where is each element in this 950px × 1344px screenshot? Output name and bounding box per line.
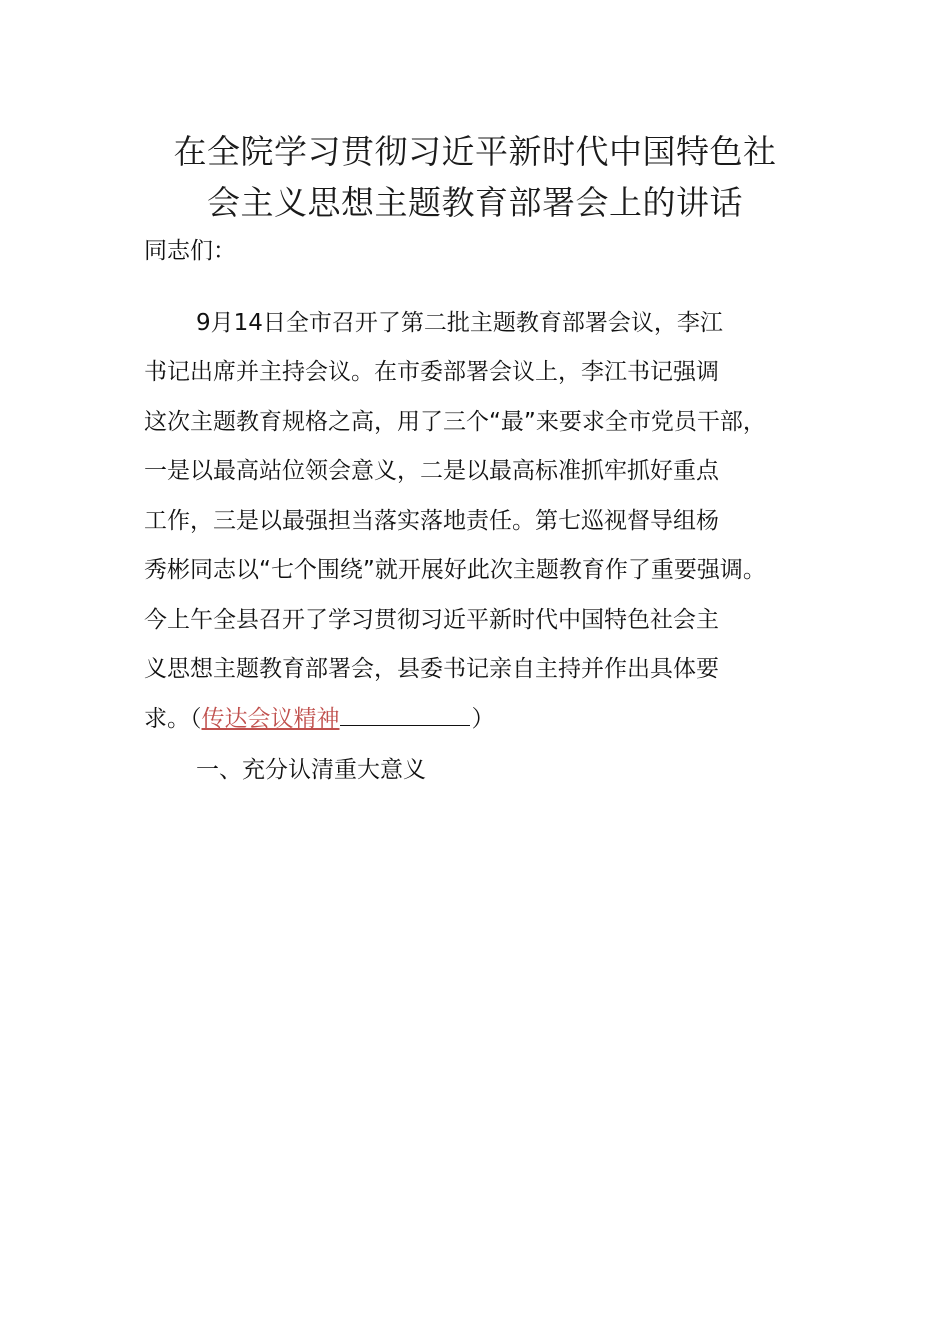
reference-link[interactable]: 传达会议精神 — [201, 706, 340, 732]
paragraph-line: 义思想主题教育部署会，县委书记亲自主持并作出具体要 — [144, 656, 719, 682]
paragraph-line: 秀彬同志以“七个围绕”就开展好此次主题教育作了重要强调。 — [144, 557, 766, 583]
paragraph-line: 这次主题教育规格之高，用了三个“最”来要求全市党员干部， — [144, 409, 766, 435]
paragraph-line: 一是以最高站位领会意义，二是以最高标准抓牢抓好重点 — [144, 458, 719, 484]
fill-in-blank[interactable] — [340, 703, 470, 726]
paren-close: ） — [471, 706, 495, 732]
paren-open: （ — [190, 706, 202, 732]
paragraph-last-line — [144, 703, 495, 735]
document-title-line-1: 在全院学习贯彻习近平新时代中国特色社 — [173, 132, 777, 171]
paragraph-line: 今上午全县召开了学习贯彻习近平新时代中国特色社会主 — [144, 607, 719, 633]
paragraph-line: 工作，三是以最强担当落实落地责任。第七巡视督导组杨 — [144, 508, 719, 534]
section-heading-1: 一、充分认清重大意义 — [196, 757, 426, 783]
paragraph-line: 9月14日全市召开了第二批主题教育部署会议，李江 — [196, 310, 723, 336]
greeting: 同志们： — [144, 238, 236, 264]
paragraph-line-end: 求。 — [144, 706, 190, 732]
document-title-line-2: 会主义思想主题教育部署会上的讲话 — [207, 183, 743, 222]
paragraph-line: 书记出席并主持会议。在市委部署会议上，李江书记强调 — [144, 359, 719, 385]
